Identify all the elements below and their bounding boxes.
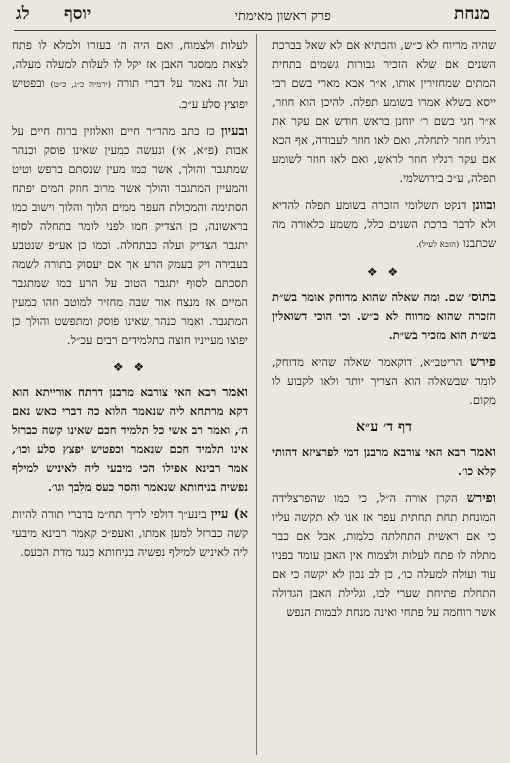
header-rule (14, 30, 496, 31)
header-title-right: מנחת (453, 4, 490, 24)
source-reference: (ירמיה כ״ג, כ״ט) (50, 80, 112, 90)
paragraph: ואמר רבא האי צורבא מרבנן דרתח אורייתא הוא דקא מרתחא ליה שנאמר הלוא כה דברי כאש נאם ה׳, ואמר רב אשי כל תלמיד חכם שאינו קשה כברזל אינו תלמיד חכם שנאמר וכפטיש יפצץ סלע וכו׳, אמר רבינא אפילו הכי מיבעי ליה לאיניש למילף נפשיה בניחותא שנאמר והסר כעס מלבך וגו׳. (12, 385, 248, 494)
paragraph: ובעיון כז כתב מהר״ר חיים וואלוזין ברוח חיים על אבות (פ״א, א׳) ונעשה כמעין שאינו פוסק וכנהר שמתגבר והולך, אשר כמו מעין שנסתם ברפש וטיט והמעיין המתגבר והולך אשר מרוב חוזק המים יפתח הסתימה והמכולת העפר ממים הלוך והלוך וישוב כמו בראשונה, כן הצדיק חמו לפני לומר בתחלה לסוף יתגבר הצדיק ועלה כבתחלה. וכמו כן אע״פ שנטבע בעבירה ויק בעמק הרע אך אם יעסוק בתורה לשמה תסכתם לסוף יתגבר הטוב על הרע כמו שמתגבר המיים אז מנצח אור שבה מחזיר למוטב וזהו כמעין המתגבר. ואמר כנהר שאינו פוסק ומתפשט והולך כן יפוצו מעייניו חוצה בתלמידים רבים עכ״ל. (12, 124, 248, 347)
lead-word: א) עיין (210, 507, 248, 522)
section-heading: דף ד׳ ע״א (356, 419, 412, 435)
paragraph: ובוונן דנקט תשלומי הזכרה בשומע תפלה להדיא ולא לדבר ברכת השנים כלל, משמע כלאורה מה שכתבנו (הובא לעיל). (272, 198, 496, 250)
source-reference: (הובא לעיל). (416, 240, 460, 250)
lead-word: ובעיון (221, 124, 248, 139)
paragraph: לעלות ולצמוח, ואם היה ה׳ בעזרו ולמלא לו פתח לצאת ממסגר האבן אז יקל לו לעלות למעלה מעלה, ועל זה נאמר על דברי תורה (ירמיה כ״ג, כ״ט) ובפטיש יפוצץ סלע ע״כ. (12, 38, 248, 111)
paragraph: שהיה מריוח לא כ״ש, והכתיא אם לא שאל בברכת השנים אם שלא הזכיר גבורות גשמים בתחית המתים שמחזירין אותו, א״ר אבא מארי בשם רבי ייסא בשלא אמרו בשומע תפלה. להיכן הוא חוזר, א״ר חגי בשם ר׳ יוחנן בראש חודש אם עקר את רגליו חוזר לתחלה, ואם לאו חוזר לעבודה, אף הכא אם עקר רגליו חוזר לראש, ואם לאו חוזר לשומע תפלה, ע״כ בירושלמי. (272, 38, 496, 185)
section-separator: ❖ ❖ (366, 265, 402, 279)
page-number: לג (16, 4, 30, 24)
header-chapter: פרק ראשון מאימתי (234, 9, 331, 24)
paragraph: בתוס׳ שם. ומה שאלה שהוא מדוחק אומר בש״ת הזכרה שהוא מרווח לא כ״ש. וכי הוכי דשואלין בש״ת הוא מזכיר בש״ת. (272, 290, 496, 342)
lead-word: ואמר (222, 385, 248, 400)
paragraph: א) עיין בינע״ך דולפי לריך תח״מ בדברי תורה להיות קשה כברזל למען אמתו, ואעפ״כ קאמר רבינא מיבעי ליה לאיניש למילף נפשיה בניחותא כנגד מדת הכעס. (12, 507, 248, 559)
paragraph: פירש הריטב״א, דוקאמר שאלה שהיא מדוחק, לומר שבשאלה הוא הצריך יותר ולאו לקבוע לו מקום. (272, 355, 496, 407)
lead-word: בתוס׳ (468, 290, 496, 305)
header-title-left: יוסף (64, 4, 92, 24)
section-separator: ❖ ❖ (112, 360, 148, 374)
left-column (12, 36, 248, 755)
right-column (272, 36, 496, 755)
lead-word: פירש (469, 355, 496, 370)
column-divider (256, 34, 257, 755)
page-header (14, 4, 496, 26)
lead-word: ופירש (466, 491, 496, 506)
lead-word: ובוונן (472, 198, 496, 213)
lead-word: ואמר (470, 445, 496, 460)
paragraph: ואמר רבא האי צורבא מרבנן דמי לפרציזא דהותי קלא כו׳. (272, 445, 496, 478)
paragraph: ופירש הקרן אורה ה״ל, כי כמו שהפרצלידה המונחת תחת תחתית עפר אז אנו לא תקשה עליו כי אם ראשית התחלתה כלמות, אבל אם כבר מתלה לו פתח לעלות ולצמוח אין האבן עומד בפניו עוד ועולה למעלה כו׳, כן לב נכון לא יקשה כי אם התחלת פתיחת שערי לבו, וגלילת האבן הגדולה אשר רוחמה על פתחי ואינה מנחת לבמות הנפש (272, 491, 496, 619)
